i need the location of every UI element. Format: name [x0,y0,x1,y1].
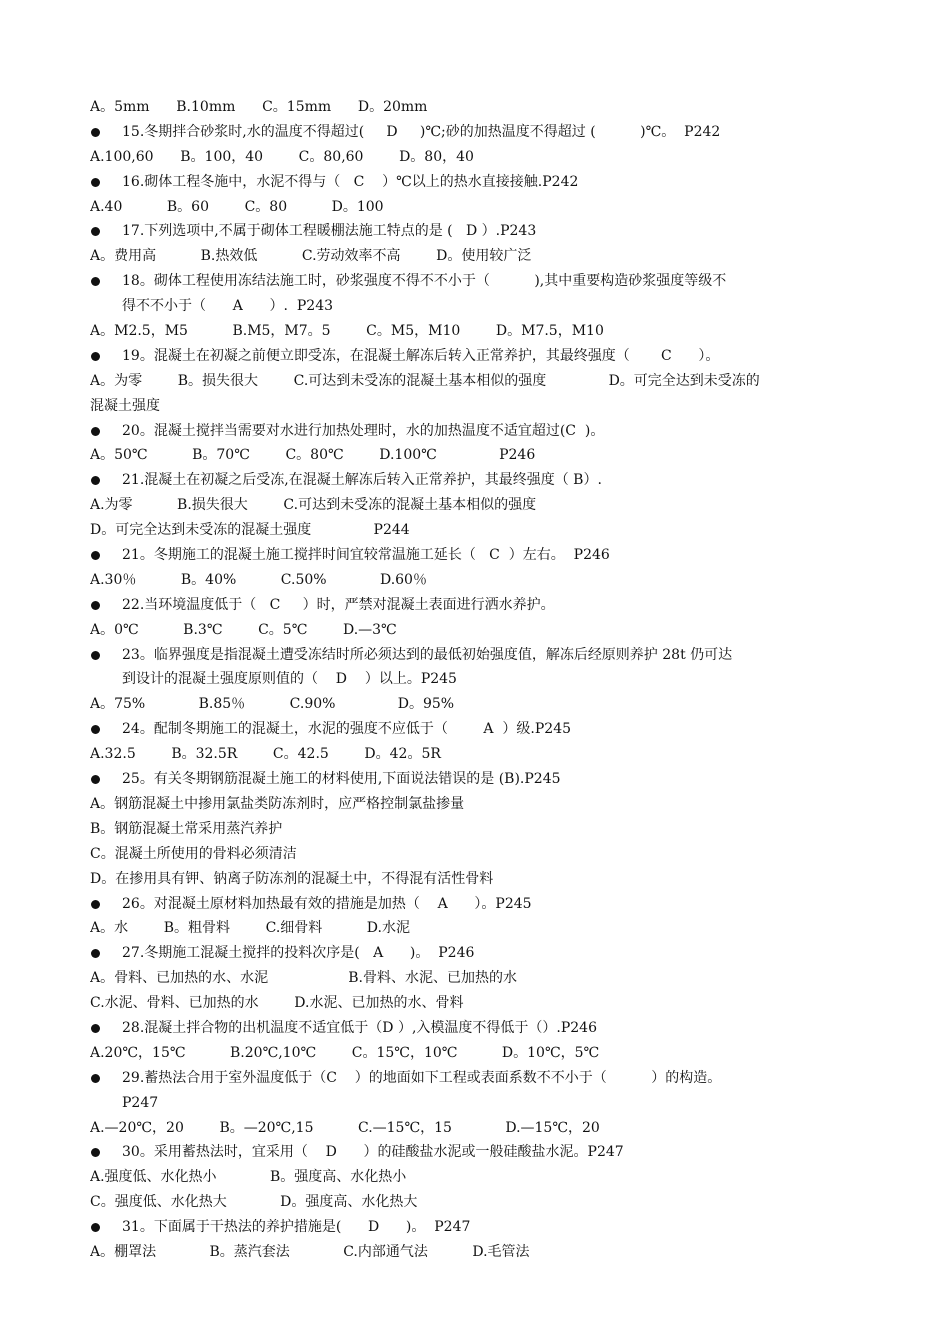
answer-options-line [90,95,870,120]
bullet-icon [91,1074,100,1083]
line-text: 26。对混凝土原材料加热最有效的措施是加热（ A ）。P245 [122,895,532,912]
line-text: 22.当环境温度低于（ C ）时，严禁对混凝土表面进行洒水养护。 [122,596,555,613]
bullet-icon [91,725,100,734]
question-line [90,717,870,742]
line-text: A.32.5 B。32.5R C。42.5 D。42。5R [90,746,441,763]
question-line [90,593,870,618]
answer-options-line [90,244,870,269]
question-line [90,1016,870,1041]
bullet-icon [91,551,100,560]
answer-options-line [90,369,870,394]
line-text: 27.冬期施工混凝土搅拌的投料次序是( A )。 P246 [122,945,475,962]
line-text: A。50℃ B。70℃ C。80℃ D.100℃ P246 [90,447,536,464]
line-text: P247 [122,1094,159,1111]
answer-options-line [90,1190,870,1215]
answer-options-line [90,966,870,991]
line-text: A.30％ B。40% C.50% D.60％ [90,571,427,588]
answer-options-line [90,493,870,518]
answer-options-line [90,319,870,344]
line-text: C.水泥、骨料、已加热的水 D.水泥、已加热的水、骨料 [90,995,464,1012]
line-text: D。可完全达到未受冻的混凝土强度 P244 [90,522,410,539]
answer-options-line [90,792,870,817]
line-text: 21.混凝土在初凝之后受冻,在混凝土解冻后转入正常养护，其最终强度（ B）. [122,472,602,489]
bullet-icon [91,427,100,436]
bullet-icon [91,900,100,909]
answer-options-line [90,742,870,767]
question-line [90,543,870,568]
question-line [90,344,870,369]
line-text: A.强度低、水化热小 B。强度高、水化热小 [90,1169,407,1186]
bullet-icon [91,476,100,485]
line-text: C。强度低、水化热大 D。强度高、水化热大 [90,1194,418,1211]
line-text: 25。有关冬期钢筋混凝土施工的材料使用,下面说法错误的是 (B).P245 [122,771,561,788]
line-text: A.20℃，15℃ B.20℃,10℃ C。15℃，10℃ D。10℃，5℃ [90,1044,600,1061]
line-text: 19。混凝土在初凝之前便立即受冻，在混凝土解冻后转入正常养护，其最终强度（ C ）。 [122,347,720,364]
line-text: A。水 B。粗骨料 C.细骨料 D.水泥 [90,920,410,937]
line-text: 23。临界强度是指混凝土遭受冻结时所必须达到的最低初始强度值，解冻后经原则养护 28t 仍可达 [122,646,733,663]
line-text: 28.混凝土拌合物的出机温度不适宜低于（D ）,入模温度不得低于（）.P246 [122,1019,597,1036]
line-text: 15.冬期拌合砂浆时,水的温度不得超过( D )℃;砂的加热温度不得超过 ( )℃。 P242 [122,123,721,140]
line-text: A。骨料、已加热的水、水泥 B.骨料、水泥、已加热的水 [90,970,517,987]
question-continuation-line [90,1091,870,1116]
line-text: A。棚罩法 B。蒸汽套法 C.内部通气法 D.毛管法 [90,1243,530,1260]
line-text: A。M2.5，M5 B.M5，M7。5 C。M5，M10 D。M7.5，M10 [90,323,604,340]
answer-options-line [90,692,870,717]
line-text: 16.砌体工程冬施中，水泥不得与（ C ）℃以上的热水直接接触.P242 [122,173,579,190]
answer-options-line [90,195,870,220]
answer-options-line [90,1240,870,1265]
bullet-icon [91,227,100,236]
bullet-icon [91,651,100,660]
line-text: 20。混凝土搅拌当需要对水进行加热处理时，水的加热温度不适宜超过(C )。 [122,422,605,439]
question-line [90,120,870,145]
answer-options-line [90,568,870,593]
bullet-icon [91,601,100,610]
document-page [90,95,870,1265]
answer-options-line [90,145,870,170]
answer-options-line [90,916,870,941]
line-text: B。钢筋混凝土常采用蒸汽养护 [90,820,283,837]
line-text: A.100,60 B。100，40 C。80,60 D。80，40 [90,148,474,165]
line-text: A.—20℃，20 B。—20℃,15 C.—15℃，15 D.—15℃，20 [90,1119,600,1136]
line-text: A。费用高 B.热效低 C.劳动效率不高 D。使用较广泛 [90,248,532,265]
question-line [90,767,870,792]
answer-options-line [90,394,870,419]
line-text: 31。下面属于干热法的养护措施是( D )。 P247 [122,1219,471,1236]
line-text: A.40 B。60 C。80 D。100 [90,198,384,215]
question-line [90,419,870,444]
line-text: 17.下列选项中,不属于砌体工程暖棚法施工特点的是 ( D ）.P243 [122,223,537,240]
bullet-icon [91,1148,100,1157]
bullet-icon [91,178,100,187]
bullet-icon [91,1024,100,1033]
question-line [90,643,870,668]
line-text: D。在掺用具有钾、钠离子防冻剂的混凝土中，不得混有活性骨料 [90,870,494,887]
line-text: 29.蓄热法合用于室外温度低于（C ）的地面如下工程或表面系数不不小于（ ）的构造。 [122,1069,722,1086]
line-text: A。75% B.85％ C.90% D。95% [90,696,455,713]
answer-options-line [90,618,870,643]
line-text: 18。砌体工程使用冻结法施工时，砂浆强度不得不不小于（ ),其中重要构造砂浆强度等级不 [122,273,727,290]
answer-options-line [90,518,870,543]
question-continuation-line [90,294,870,319]
answer-options-line [90,867,870,892]
answer-options-line [90,817,870,842]
line-text: 混凝土强度 [90,397,160,414]
bullet-icon [91,128,100,137]
bullet-icon [91,352,100,361]
line-text: A。5mm B.10mm C。15mm D。20mm [90,99,428,115]
answer-options-line [90,1165,870,1190]
bullet-icon [91,949,100,958]
question-line [90,468,870,493]
line-text: A。钢筋混凝土中掺用氯盐类防冻剂时，应严格控制氯盐掺量 [90,795,465,812]
question-line [90,219,870,244]
bullet-icon [91,1223,100,1232]
line-text: 得不不小于（ A ）. P243 [122,298,334,315]
question-line [90,941,870,966]
answer-options-line [90,1041,870,1066]
question-line [90,1066,870,1091]
question-line [90,1215,870,1240]
answer-options-line [90,443,870,468]
answer-options-line [90,842,870,867]
line-text: C。混凝土所使用的骨料必须清洁 [90,845,297,862]
line-text: 30。采用蓄热法时，宜采用（ D ）的硅酸盐水泥或一般硅酸盐水泥。P247 [122,1144,624,1161]
question-line [90,1140,870,1165]
bullet-icon [91,277,100,286]
line-text: 24。配制冬期施工的混凝土，水泥的强度不应低于（ A ）级.P245 [122,721,572,738]
question-line [90,269,870,294]
line-text: 21。冬期施工的混凝土施工搅拌时间宜较常温施工延长（ C ）左右。 P246 [122,547,610,564]
line-text: A。为零 B。损失很大 C.可达到未受冻的混凝土基本相似的强度 D。可完全达到未受冻的 [90,372,760,389]
question-line [90,892,870,917]
question-continuation-line [90,667,870,692]
line-text: A。0℃ B.3℃ C。5℃ D.—3℃ [90,621,397,638]
question-line [90,170,870,195]
answer-options-line [90,991,870,1016]
line-text: A.为零 B.损失很大 C.可达到未受冻的混凝土基本相似的强度 [90,497,537,514]
answer-options-line [90,1116,870,1141]
line-text: 到设计的混凝土强度原则值的（ D ）以上。P245 [122,671,457,688]
bullet-icon [91,775,100,784]
